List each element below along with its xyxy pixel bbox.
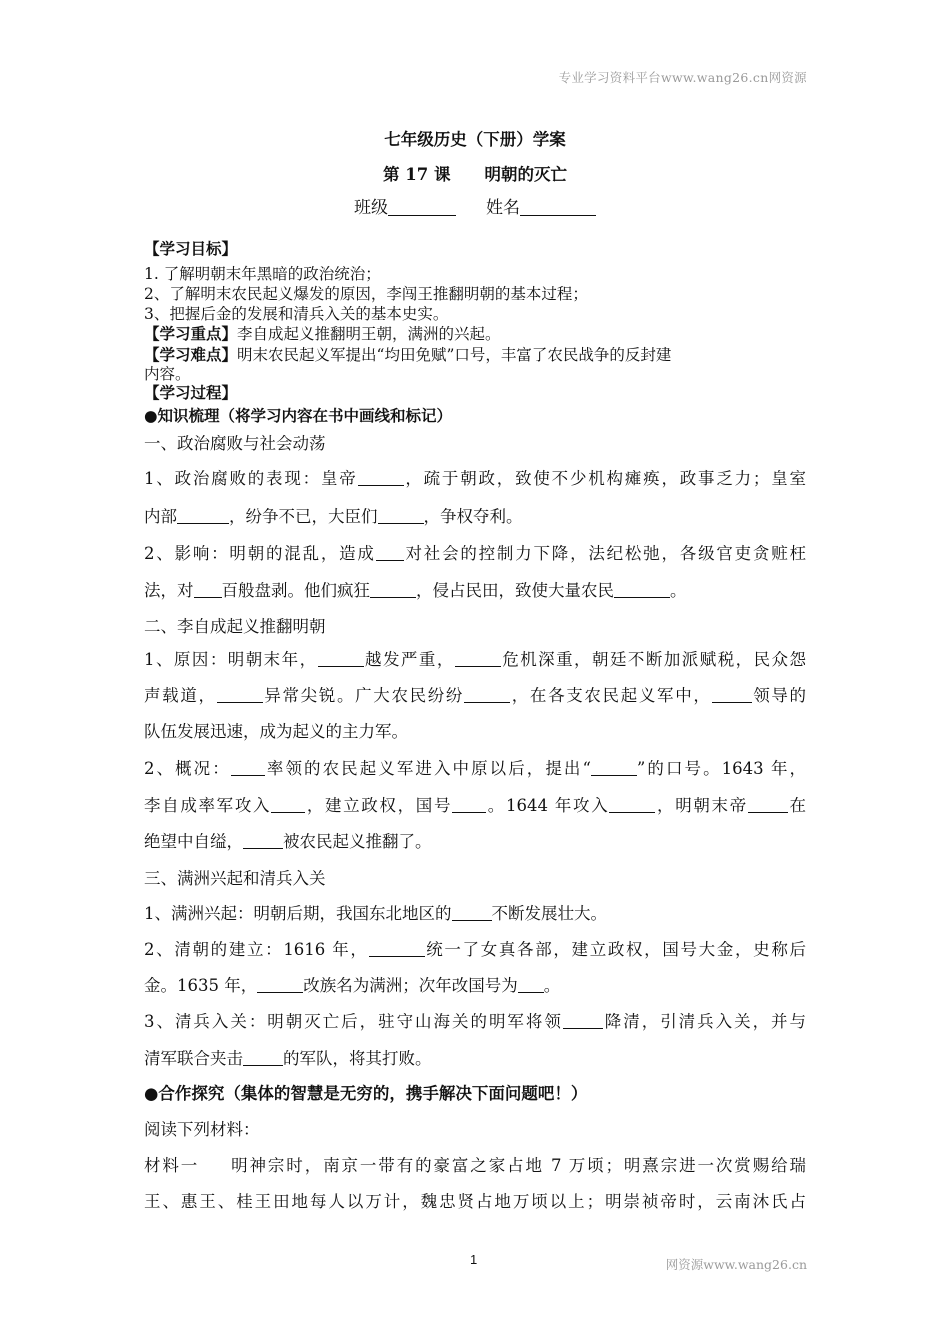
s2-line-1: 1、原因：明朝末年， 越发严重， 危机深重，朝廷不断加派赋税，民众怨 xyxy=(144,650,807,669)
blank-field[interactable] xyxy=(452,903,492,921)
difficult-points xyxy=(144,343,671,365)
document-title: 七年级历史（下册）学案 xyxy=(384,130,566,149)
knowledge-heading: ●知识梳理（将学习内容在书中画线和标记） xyxy=(144,406,453,425)
blank-field[interactable] xyxy=(231,758,265,776)
process-heading: 【学习过程】 xyxy=(144,383,238,402)
blank-field[interactable] xyxy=(257,975,303,993)
section-3-title: 三、满洲兴起和清兵入关 xyxy=(144,869,326,888)
header-watermark: 专业学习资料平台www.wang26.cn网资源 xyxy=(558,70,807,85)
s3-line-4: 3、清兵入关：明朝灭亡后，驻守山海关的明军将领 降清，引清兵入关，并与 xyxy=(144,1012,807,1031)
blank-field[interactable] xyxy=(370,580,416,598)
blank-field[interactable] xyxy=(243,831,283,849)
cooperation-intro: 阅读下列材料： xyxy=(144,1120,260,1139)
blank-field[interactable] xyxy=(455,649,501,667)
class-label: 班级 xyxy=(354,198,388,218)
blank-field[interactable] xyxy=(563,1011,603,1029)
diff-label: 【学习难点】 xyxy=(144,345,238,364)
blank-field[interactable] xyxy=(712,685,752,703)
s1-line-2: 内部 ，纷争不已，大臣们 ，争权夺利。 xyxy=(144,507,523,526)
s3-line-2: 2、清朝的建立：1616 年， 统一了女真各部，建立政权，国号大金，史称后 xyxy=(144,940,807,959)
class-blank xyxy=(388,196,456,216)
diff-text: 明末农民起义军提出“均田免赋”口号，丰富了农民战争的反封建 xyxy=(237,346,672,364)
s1-line-3: 2、影响：明朝的混乱，造成 对社会的控制力下降，法纪松弛，各级官吏贪赃枉 xyxy=(144,544,807,563)
blank-field[interactable] xyxy=(177,506,229,524)
s2-line-6: 绝望中自缢， 被农民起义推翻了。 xyxy=(144,832,432,851)
blank-field[interactable] xyxy=(369,939,425,957)
s3-line-5: 清军联合夹击 的军队，将其打败。 xyxy=(144,1049,432,1068)
s1-line-1: 1、政治腐败的表现：皇帝 ，疏于朝政，致使不少机构瘫痪，政事乏力；皇室 xyxy=(144,469,807,488)
blank-field[interactable] xyxy=(378,506,424,524)
class-name-line xyxy=(0,193,950,218)
material-1-label: 材料一 xyxy=(144,1156,200,1175)
section-2-title: 二、李自成起义推翻明朝 xyxy=(144,617,326,636)
name-label: 姓名 xyxy=(486,198,520,218)
page-number: 1 xyxy=(470,1252,478,1267)
blank-field[interactable] xyxy=(194,580,222,598)
diff-text-cont: 内容。 xyxy=(144,365,191,383)
key-text: 李自成起义推翻明王朝，满洲的兴起。 xyxy=(237,325,501,343)
blank-field[interactable] xyxy=(464,685,510,703)
lesson-number: 第 17 课 xyxy=(383,165,451,184)
s2-line-4: 2、概况： 率领的农民起义军进入中原以后，提出“ ”的口号。1643 年， xyxy=(144,759,807,778)
blank-field[interactable] xyxy=(609,795,655,813)
blank-field[interactable] xyxy=(452,795,486,813)
material-1-line-1: 材料一 明神宗时，南京一带有的豪富之家占地 7 万顷；明熹宗进一次赏赐给瑞 xyxy=(144,1156,806,1175)
blank-field[interactable] xyxy=(243,1048,283,1066)
cooperation-heading: ●合作探究（集体的智慧是无穷的，携手解决下面问题吧！） xyxy=(144,1084,588,1103)
s2-line-3: 队伍发展迅速，成为起义的主力军。 xyxy=(144,722,408,741)
blank-field[interactable] xyxy=(376,543,404,561)
objectives-heading: 【学习目标】 xyxy=(144,239,238,258)
material-1-line-2: 王、惠王、桂王田地每人以万计，魏忠贤占地万顷以上；明崇祯帝时，云南沐氏占 xyxy=(144,1192,806,1211)
footer-watermark: 网资源www.wang26.cn xyxy=(665,1257,807,1272)
objective-item: 1. 了解明朝末年黑暗的政治统治； xyxy=(144,265,381,283)
blank-field[interactable] xyxy=(614,580,670,598)
blank-field[interactable] xyxy=(748,795,788,813)
key-label: 【学习重点】 xyxy=(144,324,238,343)
blank-field[interactable] xyxy=(358,468,404,486)
s3-line-3: 金。1635 年， 改族名为满洲；次年改国号为 。 xyxy=(144,976,561,995)
blank-field[interactable] xyxy=(518,975,544,993)
key-points xyxy=(144,322,501,344)
objective-item: 2、了解明末农民起义爆发的原因，李闯王推翻明朝的基本过程； xyxy=(144,285,588,303)
blank-field[interactable] xyxy=(591,758,637,776)
s1-line-4: 法，对 百般盘剥。他们疯狂 ，侵占民田，致使大量农民 。 xyxy=(144,581,687,600)
s2-line-2: 声载道， 异常尖锐。广大农民纷纷 ，在各支农民起义军中， 领导的 xyxy=(144,686,807,705)
blank-field[interactable] xyxy=(271,795,305,813)
lesson-name: 明朝的灭亡 xyxy=(484,165,567,184)
blank-field[interactable] xyxy=(217,685,263,703)
blank-field[interactable] xyxy=(318,649,364,667)
s3-line-1: 1、满洲兴起：明朝后期，我国东北地区的 不断发展壮大。 xyxy=(144,904,607,923)
name-blank xyxy=(520,196,596,216)
objective-item: 3、把握后金的发展和清兵入关的基本史实。 xyxy=(144,305,449,323)
lesson-title xyxy=(0,161,950,185)
section-1-title: 一、政治腐败与社会动荡 xyxy=(144,434,326,453)
s2-line-5: 李自成率军攻入 ，建立政权，国号 。1644 年攻入 ，明朝末帝 在 xyxy=(144,796,807,815)
